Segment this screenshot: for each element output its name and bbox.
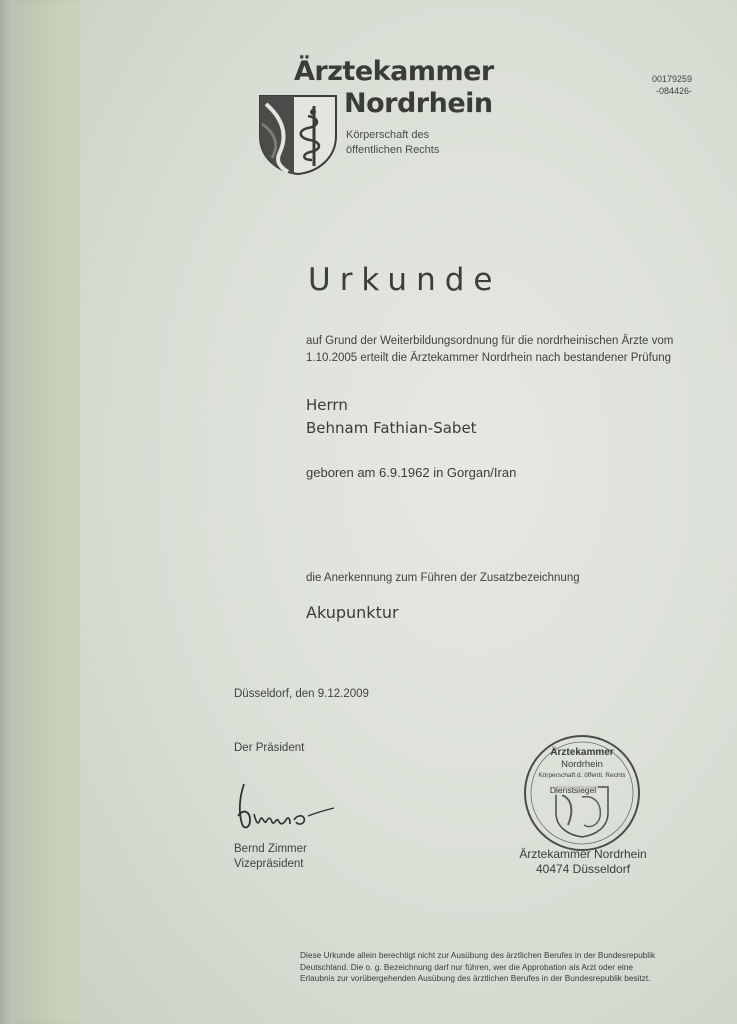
document-number bbox=[632, 73, 692, 97]
organization-name: Ärztekammer Nordrhein bbox=[519, 847, 647, 861]
seal-line1: Ärztekammer bbox=[550, 747, 614, 758]
recipient-salutation: Herrn bbox=[306, 396, 348, 414]
certificate-title: Urkunde bbox=[308, 262, 502, 298]
logo-subline-2: öffentlichen Rechts bbox=[346, 144, 440, 156]
organization-address: 40474 Düsseldorf bbox=[535, 862, 631, 876]
place-and-date: Düsseldorf, den 9.12.2009 bbox=[234, 688, 369, 700]
seal-center: Dienstsiegel bbox=[549, 785, 597, 795]
legal-footnote: Diese Urkunde allein berechtigt nicht zur Ausübung des ärztlichen Berufes in der Bundesrepublik Deutschland. Die o. g. Bezeichnung darf nur führen, wer die Approbation als Arzt oder eine Erlaubnis zur vorübergehenden Ausübung des ärztlichen Berufes in der Bundesrepublik besitzt. bbox=[300, 950, 656, 983]
logo-org-line1: Ärztekammer bbox=[294, 56, 494, 87]
signer-block bbox=[234, 842, 307, 872]
scan-border bbox=[0, 0, 14, 1024]
recipient-birth: geboren am 6.9.1962 in Gorgan/Iran bbox=[306, 465, 517, 480]
seal-line2: Nordrhein bbox=[561, 759, 603, 770]
signer-title: Vizepräsident bbox=[234, 858, 304, 870]
recipient-name: Behnam Fathian-Sabet bbox=[306, 419, 477, 437]
logo-org-line2: Nordrhein bbox=[344, 88, 493, 119]
shield-staff-of-asclepius-icon bbox=[258, 94, 338, 176]
certificate-intro: auf Grund der Weiterbildungsordnung für die nordrheinischen Ärzte vom 1.10.2005 erteilt die Ärztekammer Nordrhein nach bestandener Prüfung bbox=[306, 335, 674, 364]
document-number-2: -084426- bbox=[655, 86, 692, 96]
logo-subline bbox=[346, 128, 486, 158]
president-label: Der Präsident bbox=[234, 742, 305, 754]
seal-line3: Körperschaft d. öffentl. Rechts bbox=[538, 772, 626, 779]
signer-name: Bernd Zimmer bbox=[234, 843, 307, 855]
document-number-1: 00179259 bbox=[651, 74, 692, 84]
official-seal-stamp bbox=[516, 733, 648, 853]
decorative-side-stripe bbox=[14, 0, 88, 1024]
handwritten-signature bbox=[230, 776, 350, 836]
recognition-text: die Anerkennung zum Führen der Zusatzbezeichnung bbox=[306, 572, 580, 584]
organization-block bbox=[512, 847, 654, 877]
chamber-logo bbox=[258, 56, 518, 176]
logo-subline-1: Körperschaft des bbox=[346, 129, 430, 141]
additional-designation: Akupunktur bbox=[306, 603, 399, 622]
